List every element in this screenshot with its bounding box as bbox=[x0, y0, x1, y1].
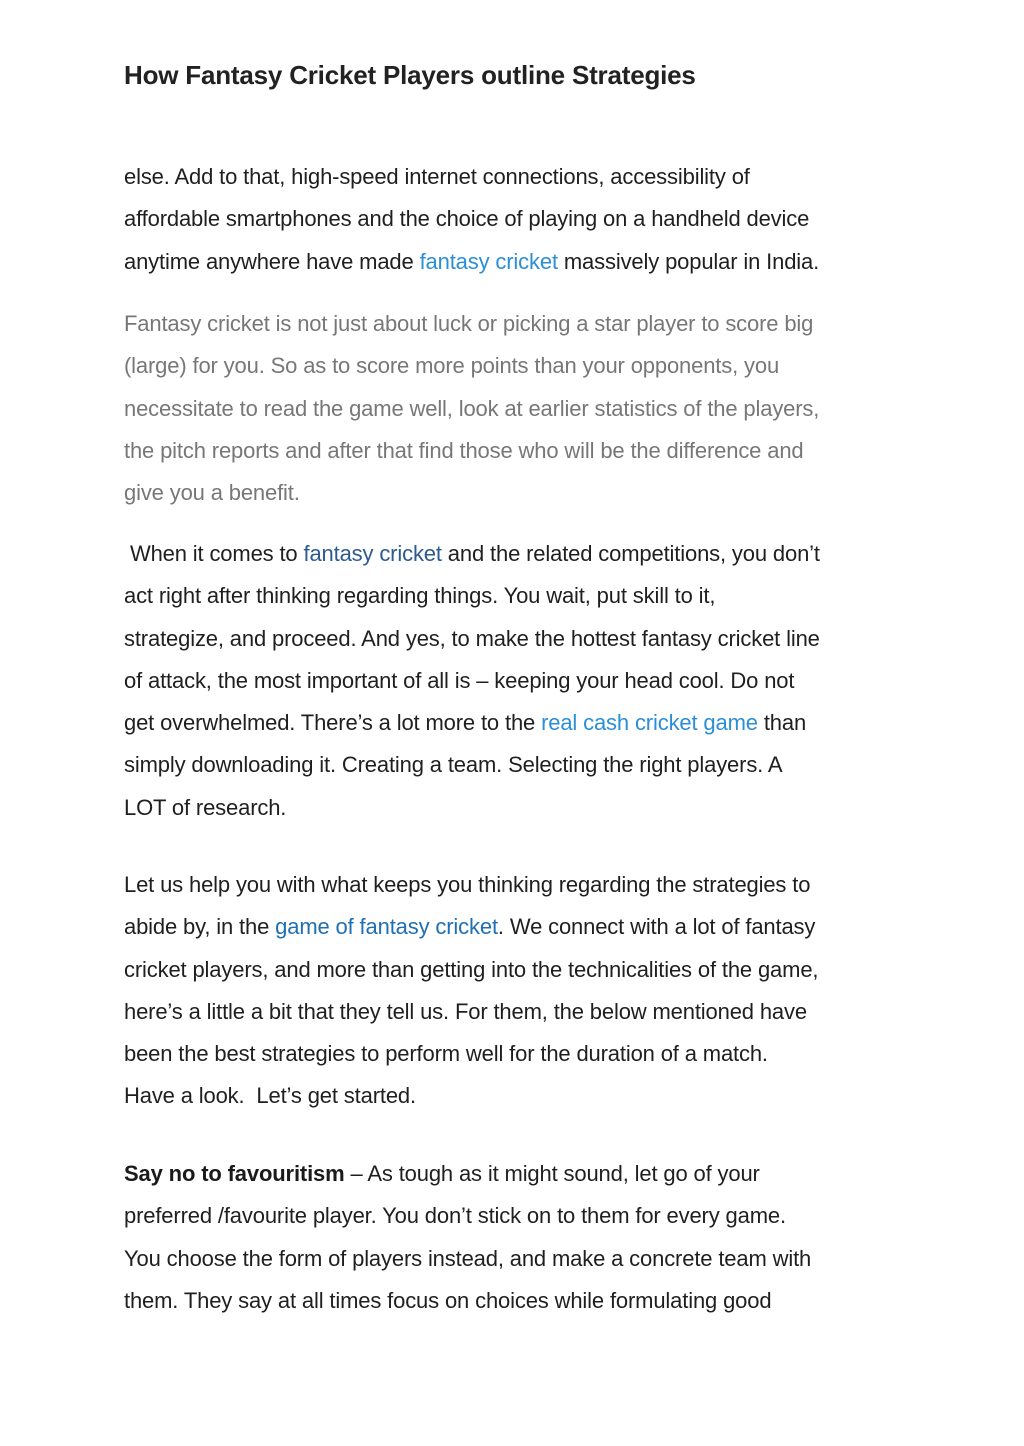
paragraph-favouritism bbox=[124, 1153, 904, 1322]
text-line: You choose the form of players instead, and make a concrete team with bbox=[124, 1245, 812, 1271]
text-line: give you a benefit. bbox=[124, 480, 300, 506]
text-line: simply downloading it. Creating a team. Selecting the right players. A bbox=[124, 752, 783, 778]
text-line bbox=[124, 241, 904, 283]
text-segment: and the related competitions, you don’t bbox=[441, 541, 820, 566]
text-segment: . We connect with a lot of fantasy bbox=[497, 914, 816, 940]
game-of-fantasy-cricket-link[interactable]: game of fantasy cricket bbox=[275, 914, 498, 940]
text-line: cricket players, and more than getting into the technicalities of the game, bbox=[124, 956, 819, 982]
paragraph-muted bbox=[124, 303, 904, 514]
fantasy-cricket-link-2[interactable]: fantasy cricket bbox=[303, 541, 442, 566]
text-line: of attack, the most important of all is – keeping your head cool. Do not bbox=[124, 667, 795, 693]
text-line: LOT of research. bbox=[124, 794, 287, 820]
text-segment: – As tough as it might sound, let go of your bbox=[344, 1161, 760, 1186]
text-line bbox=[124, 533, 904, 575]
text-segment: When it comes to bbox=[124, 541, 304, 566]
text-line: been the best strategies to perform well for the duration of a match. bbox=[124, 1041, 768, 1067]
text-segment: abide by, in the bbox=[124, 914, 276, 940]
section-heading-favouritism: Say no to favouritism bbox=[124, 1161, 345, 1186]
text-line: them. They say at all times focus on choices while formulating good bbox=[124, 1287, 772, 1313]
text-line: necessitate to read the game well, look at earlier statistics of the players, bbox=[124, 395, 820, 421]
real-cash-cricket-game-link[interactable]: real cash cricket game bbox=[541, 710, 758, 736]
text-line bbox=[124, 1153, 904, 1195]
text-segment: massively popular in India. bbox=[557, 248, 820, 274]
text-line: strategize, and proceed. And yes, to make the hottest fantasy cricket line bbox=[124, 625, 820, 651]
paragraph-competitions bbox=[124, 533, 904, 829]
fantasy-cricket-link[interactable]: fantasy cricket bbox=[419, 248, 558, 274]
text-line: (large) for you. So as to score more points than your opponents, you bbox=[124, 353, 780, 379]
text-line bbox=[124, 906, 904, 948]
text-line: here’s a little a bit that they tell us. For them, the below mentioned have bbox=[124, 998, 807, 1024]
page-title: How Fantasy Cricket Players outline Strategies bbox=[124, 60, 696, 90]
text-segment: get overwhelmed. There’s a lot more to the bbox=[124, 710, 542, 736]
text-line: the pitch reports and after that find those who will be the difference and bbox=[124, 437, 804, 463]
text-line: Let us help you with what keeps you thinking regarding the strategies to bbox=[124, 872, 811, 897]
text-line: affordable smartphones and the choice of playing on a handheld device bbox=[124, 206, 810, 232]
text-line: else. Add to that, high-speed internet connections, accessibility of bbox=[124, 164, 750, 189]
text-line: act right after thinking regarding things. You wait, put skill to it, bbox=[124, 583, 716, 609]
paragraph-strategies-intro bbox=[124, 864, 904, 1118]
text-line: preferred /favourite player. You don’t stick on to them for every game. bbox=[124, 1203, 786, 1229]
text-segment: than bbox=[757, 710, 807, 736]
paragraph-intro bbox=[124, 156, 904, 283]
text-segment: anytime anywhere have made bbox=[124, 248, 420, 274]
text-line: Fantasy cricket is not just about luck or picking a star player to score big bbox=[124, 311, 814, 336]
text-line bbox=[124, 702, 904, 744]
text-line: Have a look. Let’s get started. bbox=[124, 1083, 416, 1109]
